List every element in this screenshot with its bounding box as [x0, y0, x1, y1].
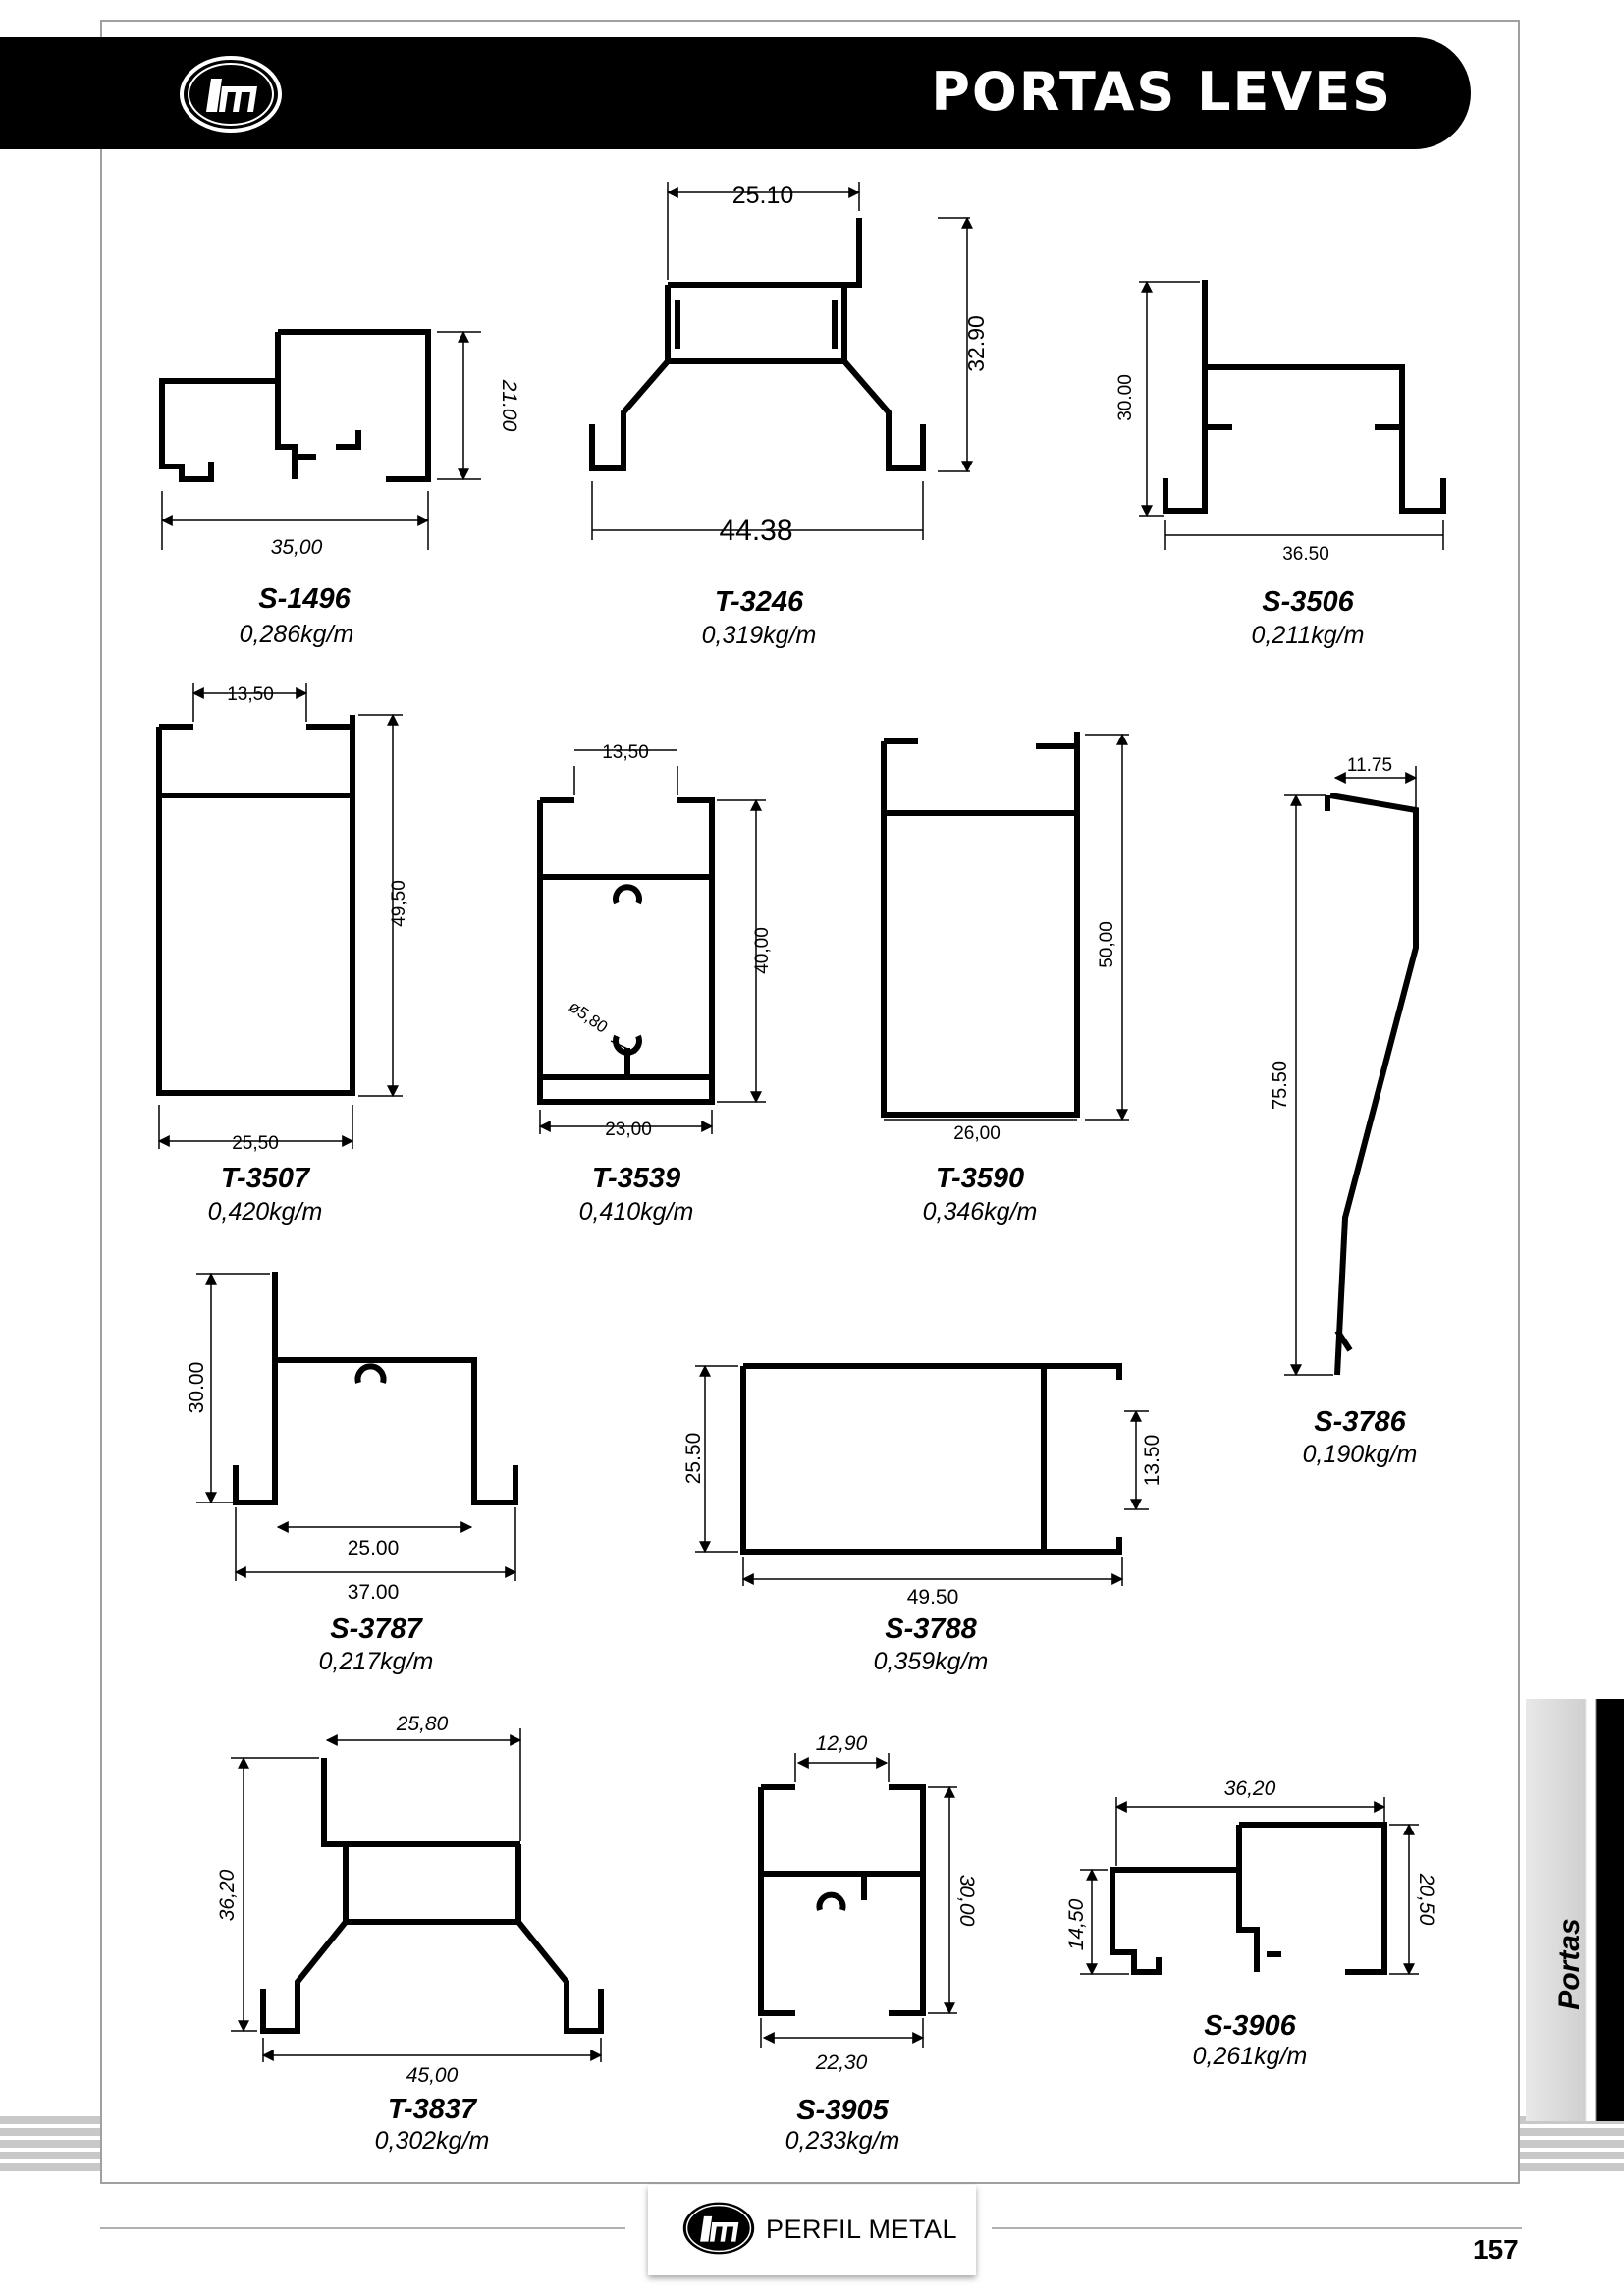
profile-drawing-t3590 — [884, 732, 1077, 1115]
dim-s3788-height: 25.50 — [682, 1432, 705, 1485]
profile-code: S-3786 — [1314, 1406, 1406, 1438]
footer-brand: PERFIL METAL — [766, 2214, 958, 2244]
dim-t3590-height: 50,00 — [1097, 921, 1117, 968]
dim-s3788-width: 49.50 — [906, 1586, 959, 1609]
profile-weight: 0,286kg/m — [239, 621, 354, 648]
profile-drawing-t3539 — [540, 800, 712, 1102]
profile-weight: 0,217kg/m — [318, 1648, 434, 1675]
dim-t3246-height: 32.90 — [963, 315, 989, 372]
dim-t3539-width: 23,00 — [605, 1120, 652, 1140]
footer-brand-badge — [648, 2185, 976, 2275]
profile-drawing-s3506 — [1165, 280, 1443, 511]
dim-t3539-top: 13,50 — [602, 742, 649, 763]
profile-code: T-3507 — [220, 1163, 310, 1194]
dim-t3507-top: 13,50 — [227, 684, 274, 705]
profile-code: S-3506 — [1262, 586, 1354, 618]
side-tab-label: Portas — [1553, 1918, 1586, 2010]
dim-s3787-inner: 25.00 — [347, 1537, 400, 1559]
dim-t3539-hole: ø5,80 — [565, 997, 612, 1037]
profile-weight: 0,233kg/m — [785, 2127, 900, 2155]
dim-s3506-width: 36.50 — [1282, 544, 1329, 565]
profile-drawing-t3837 — [263, 1758, 601, 2031]
profile-code: S-3788 — [885, 1613, 977, 1645]
dim-t3507-height: 49,50 — [389, 880, 409, 927]
profile-code: T-3539 — [591, 1163, 681, 1194]
dim-s3787-height: 30.00 — [186, 1361, 208, 1414]
footer-rule-left — [100, 2227, 625, 2229]
dim-s3906-left: 14,50 — [1065, 1898, 1088, 1951]
dim-s1496-height: 21.00 — [498, 379, 520, 432]
profile-drawing-s3905 — [761, 1787, 923, 2013]
profile-weight: 0,420kg/m — [207, 1198, 323, 1226]
dim-s3786-height: 75.50 — [1270, 1060, 1291, 1111]
dim-s3906-right: 20,50 — [1415, 1873, 1437, 1926]
dim-s1496-width: 35,00 — [270, 536, 323, 559]
dim-t3246-top: 25.10 — [731, 182, 794, 209]
dim-s3788-right: 13.50 — [1141, 1434, 1164, 1487]
brand-logo-icon — [679, 2197, 758, 2260]
profile-code: S-3906 — [1204, 2010, 1296, 2042]
profile-drawing-s3787 — [236, 1272, 515, 1503]
footer-rule-right — [992, 2227, 1522, 2229]
profile-weight: 0,211kg/m — [1251, 622, 1365, 649]
profile-code: T-3837 — [387, 2094, 477, 2125]
profile-weight: 0,261kg/m — [1192, 2043, 1308, 2070]
profile-weight: 0,302kg/m — [374, 2127, 490, 2155]
profile-drawing-s3788 — [743, 1366, 1119, 1552]
profile-weight: 0,359kg/m — [873, 1648, 989, 1675]
dim-s3506-height: 30.00 — [1115, 374, 1136, 421]
dim-t3837-top: 25,80 — [396, 1713, 449, 1735]
dim-s3905-top: 12,90 — [815, 1732, 868, 1755]
profile-code: S-3787 — [330, 1613, 422, 1645]
dim-s3906-top: 36,20 — [1223, 1777, 1276, 1800]
profile-code: S-3905 — [796, 2095, 889, 2126]
profile-code: T-3590 — [935, 1163, 1025, 1194]
profile-code: S-1496 — [258, 583, 351, 615]
dim-t3507-width: 25,50 — [232, 1133, 279, 1154]
profile-drawing-t3507 — [159, 715, 352, 1093]
page-number: 157 — [1473, 2234, 1519, 2265]
profile-weight: 0,319kg/m — [701, 622, 817, 649]
profile-weight: 0,190kg/m — [1302, 1441, 1418, 1468]
dim-t3590-width: 26,00 — [953, 1123, 1001, 1144]
side-tab-label-wrap — [1543, 1866, 1593, 2062]
profile-weight: 0,410kg/m — [578, 1198, 694, 1226]
dim-t3837-height: 36,20 — [216, 1869, 239, 1922]
dim-t3539-height: 40,00 — [752, 927, 773, 974]
profile-drawing-s3906 — [1112, 1825, 1384, 1972]
dim-t3837-width: 45,00 — [406, 2064, 459, 2087]
profile-drawing-t3246 — [592, 218, 923, 468]
profile-weight: 0,346kg/m — [922, 1198, 1038, 1226]
profile-drawing-s1496 — [162, 332, 428, 479]
profile-code: T-3246 — [714, 586, 804, 618]
dim-s3905-width: 22,30 — [815, 2051, 868, 2074]
dim-s3905-height: 30,00 — [955, 1874, 978, 1927]
profile-drawing-s3786 — [1327, 795, 1416, 1375]
page-title: PORTAS LEVES — [931, 61, 1392, 123]
dim-s3786-top: 11.75 — [1346, 755, 1393, 776]
dim-t3246-bottom: 44.38 — [719, 515, 793, 547]
dim-s3787-width: 37.00 — [347, 1581, 400, 1604]
